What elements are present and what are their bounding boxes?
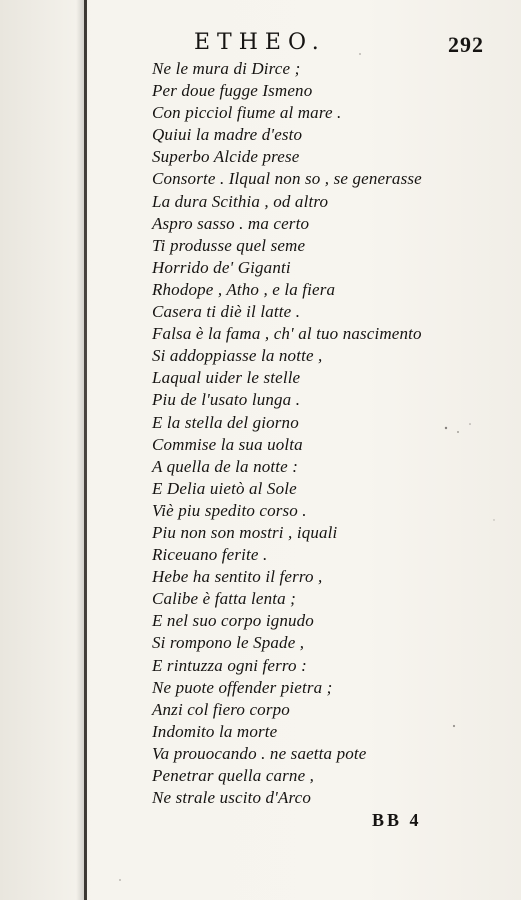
verse-line: Falsa è la fama , ch' al tuo nascimento xyxy=(152,324,422,344)
verse-line: Ne puote offender pietra ; xyxy=(152,677,333,697)
verse-line: Si rompono le Spade , xyxy=(152,633,305,653)
verse-line: Piu non son mostri , iquali xyxy=(152,522,338,542)
verse-line: Superbo Alcide prese xyxy=(152,147,300,167)
verse-line: Piu de l'usato lunga . xyxy=(152,390,301,410)
verse-line: E Delia uietò al Sole xyxy=(152,478,297,498)
verse-line: Con picciol fiume al mare . xyxy=(152,103,342,123)
verse-line: Rhodope , Atho , e la fiera xyxy=(152,279,336,299)
verse-line: Aspro sasso . ma certo xyxy=(152,213,310,233)
binding-gutter xyxy=(84,0,87,900)
verse-line: Quiui la madre d'esto xyxy=(152,125,303,145)
verse-line: Viè piu spedito corso . xyxy=(152,500,307,520)
verse-line: Commise la sua uolta xyxy=(152,434,303,454)
verse-line: Si addoppiasse la notte , xyxy=(152,346,323,366)
verse-line: E nel suo corpo ignudo xyxy=(152,611,314,631)
verse-line: Ne le mura di Dirce ; xyxy=(152,59,301,78)
verse-line: Calibe è fatta lenta ; xyxy=(152,589,296,609)
verse-line: Horrido de' Giganti xyxy=(152,257,291,277)
verse-line: A quella de la notte : xyxy=(152,456,299,476)
verse-text xyxy=(152,58,502,809)
verse-line: Casera ti diè il latte . xyxy=(152,302,301,322)
running-head: ETHEO. xyxy=(194,30,326,55)
verse-line: Ti produsse quel seme xyxy=(152,235,306,255)
verse-line: Anzi col fiero corpo xyxy=(152,699,290,719)
verse-line: Ne strale uscito d'Arco xyxy=(152,788,311,808)
verse-line: Indomito la morte xyxy=(152,721,278,741)
printer-signature: BB 4 xyxy=(372,810,422,830)
verse-line: Laqual uider le stelle xyxy=(152,368,301,388)
verse-line: Riceuano ferite . xyxy=(152,545,268,565)
verse-line: Per doue fugge Ismeno xyxy=(152,81,313,101)
verse-line: La dura Scithia , od altro xyxy=(152,191,329,211)
verse-line: Va prouocando . ne saetta pote xyxy=(152,743,367,763)
verse-line: Consorte . Ilqual non so , se generasse xyxy=(152,169,422,189)
verse-line: E rintuzza ogni ferro : xyxy=(152,655,307,675)
page-number: 292 xyxy=(448,32,484,57)
verse-line: Hebe ha sentito il ferro , xyxy=(152,567,323,587)
verse-line: Penetrar quella carne , xyxy=(152,766,315,785)
page-header xyxy=(150,20,490,60)
verse-line: E la stella del giorno xyxy=(152,412,299,432)
